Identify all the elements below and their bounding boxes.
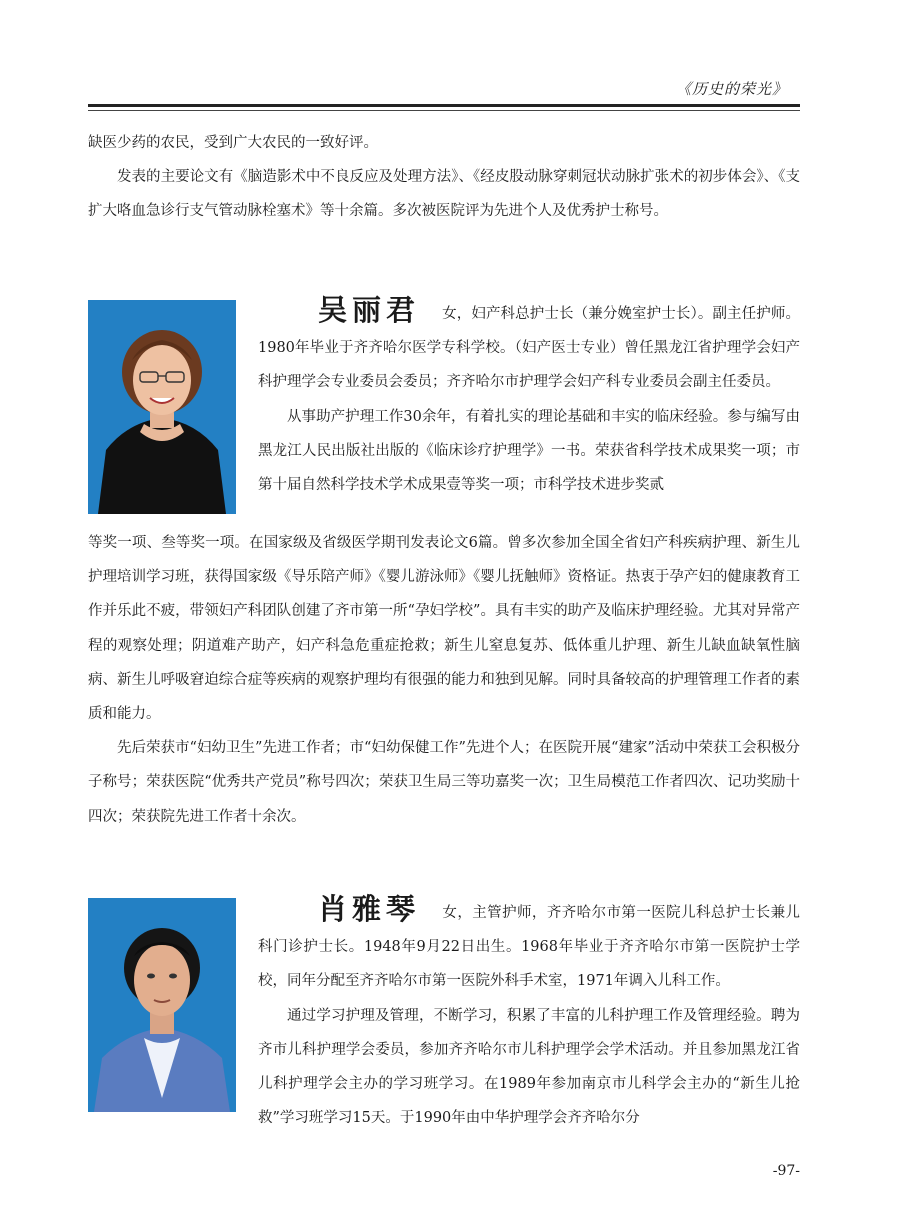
person2-intro: 女，主管护师，齐齐哈尔市第一医院儿科总护士长兼儿科门诊护士长。1948年9月22日出生。1968年毕业于齐齐哈尔市第一医院护士学校，同年分配至齐齐哈尔市第一医院外科手术室，1971年调入儿科工作。 [258,905,800,990]
person2-experience: 通过学习护理及管理，不断学习，积累了丰富的儿科护理工作及管理经验。聘为齐市儿科护理学会委员，参加齐齐哈尔市儿科护理学会学术活动。并且参加黑龙江省儿科护理学会主办的学习班学习。在1989年参加南京市儿科学会主办的“新生儿抢救”学习班学习15天。于1990年由中华护理学会齐齐哈尔分 [258,1007,800,1127]
header-rule-thick [88,104,800,107]
portrait-photo-xiao-yaqin [88,898,236,1112]
intro-paragraph: 发表的主要论文有《脑造影术中不良反应及处理方法》、《经皮股动脉穿刺冠状动脉扩张术的初步体会》、《支扩大咯血急诊行支气管动脉栓塞术》等十余篇。多次被医院评为先进个人及优秀护士称号。 [88,169,800,220]
intro-section [88,126,800,229]
header-rule-thin [88,110,800,111]
person1-experience-continued: 等奖一项、叁等奖一项。在国家级及省级医学期刊发表论文6篇。曾多次参加全国全省妇产科疾病护理、新生儿护理培训学习班，获得国家级《导乐陪产师》《婴儿游泳师》《婴儿抚触师》资格证。热衷于孕产妇的健康教育工作并乐此不疲，带领妇产科团队创建了齐市第一所“孕妇学校”。具有丰实的助产及临床护理经验。尤其对异常产程的观察处理；阴道难产助产，妇产科急危重症抢救；新生儿窒息复苏、低体重儿护理、新生儿缺血缺氧性脑病、新生儿呼吸窘迫综合症等疾病的观察护理均有很强的能力和独到见解。同时具备较高的护理管理工作者的素质和能力。 [88,535,800,723]
portrait-xiao-yaqin-illustration [88,898,236,1112]
person-name-wu-lijun: 吴丽君 [318,293,421,327]
person1-experience: 从事助产护理工作30余年，有着扎实的理论基础和丰实的临床经验。参与编写由黑龙江人民出版社出版的《临床诊疗护理学》一书。荣获省科学技术成果奖一项；市第十届自然科学技术学术成果壹等奖一项；市科学技术进步奖贰 [258,408,800,494]
portrait-photo-wu-lijun [88,300,236,514]
portrait-wu-lijun-illustration [88,300,236,514]
running-header-title: 《历史的荣光》 [675,80,788,98]
page-number: -97- [772,1163,800,1179]
person1-bio-top [258,293,800,502]
intro-line: 缺医少药的农民，受到广大农民的一致好评。 [88,135,378,151]
person2-bio [258,892,800,1135]
person1-honors: 先后荣获市“妇幼卫生”先进工作者；市“妇幼保健工作”先进个人；在医院开展“建家”活动中荣获工会积极分子称号；荣获医院“优秀共产党员”称号四次；荣获卫生局三等功嘉奖一次；卫生局模范工作者四次、记功奖励十四次；荣获院先进工作者十余次。 [88,740,800,825]
person1-intro: 女，妇产科总护士长（兼分娩室护士长）。副主任护师。1980年毕业于齐齐哈尔医学专科学校。（妇产医士专业）曾任黑龙江省护理学会妇产科护理学会专业委员会委员；齐齐哈尔市护理学会妇产科专业委员会副主任委员。 [258,306,800,391]
person1-bio-bottom [88,526,800,834]
person-name-xiao-yaqin: 肖雅琴 [318,892,421,926]
